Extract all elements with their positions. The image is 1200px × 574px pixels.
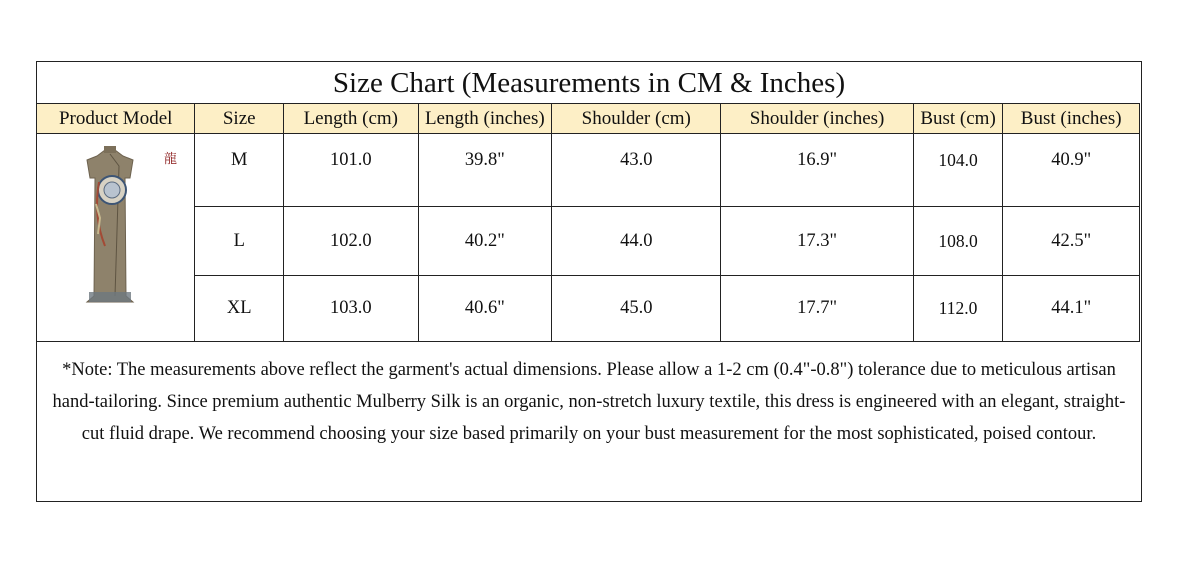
- table-row: [37, 207, 1140, 276]
- header-product-model: Product Model: [37, 104, 195, 134]
- length-cm-cell: 102.0: [284, 207, 419, 276]
- bust-cm-cell: 112.0: [913, 276, 1003, 342]
- header-length-cm: Length (cm): [284, 104, 419, 134]
- size-chart-frame: [36, 61, 1142, 502]
- bust-cm-cell: 104.0: [913, 134, 1003, 207]
- header-shoulder-inches: Shoulder (inches): [721, 104, 913, 134]
- chart-title: Size Chart (Measurements in CM & Inches): [332, 67, 846, 99]
- shoulder-cm-cell: 45.0: [552, 276, 721, 342]
- bust-inches-cell: 40.9": [1003, 134, 1140, 207]
- header-bust-cm: Bust (cm): [913, 104, 1003, 134]
- bust-inches-cell: 44.1": [1003, 276, 1140, 342]
- sizing-note: *Note: The measurements above reflect the garment's actual dimensions. Please allow a 1-2 cm (0.4"-0.8") tolerance due to meticulous artisan hand-tailoring. Since premium authentic Mulberry Silk is an organic, non-stretch luxury textile, this dress is engineered with an elegant, straight-cut fluid drape. We recommend choosing your size based primarily on your bust measurement for the most sophisticated, poised contour.: [52, 360, 1126, 444]
- table-row: [37, 276, 1140, 342]
- size-cell: M: [195, 134, 284, 207]
- shoulder-inches-cell: 17.7": [721, 276, 913, 342]
- length-cm-cell: 101.0: [284, 134, 419, 207]
- length-cm-cell: 103.0: [284, 276, 419, 342]
- length-inches-cell: 40.6": [418, 276, 552, 342]
- length-inches-cell: 39.8": [418, 134, 552, 207]
- size-cell: L: [195, 207, 284, 276]
- shoulder-inches-cell: 17.3": [721, 207, 913, 276]
- header-size: Size: [195, 104, 284, 134]
- size-cell: XL: [195, 276, 284, 342]
- brand-seal-icon: 龍: [164, 152, 178, 167]
- header-bust-inches: Bust (inches): [1003, 104, 1140, 134]
- shoulder-inches-cell: 16.9": [721, 134, 913, 207]
- bust-cm-cell: 108.0: [913, 207, 1003, 276]
- shoulder-cm-cell: 43.0: [552, 134, 721, 207]
- length-inches-cell: 40.2": [418, 207, 552, 276]
- table-row: [37, 134, 1140, 207]
- header-length-inches: Length (inches): [418, 104, 552, 134]
- shoulder-cm-cell: 44.0: [552, 207, 721, 276]
- dress-product-icon: [75, 146, 145, 306]
- size-table: [36, 103, 1140, 342]
- header-shoulder-cm: Shoulder (cm): [552, 104, 721, 134]
- bust-inches-cell: 42.5": [1003, 207, 1140, 276]
- product-image-cell: [37, 134, 195, 342]
- header-row: [37, 104, 1140, 134]
